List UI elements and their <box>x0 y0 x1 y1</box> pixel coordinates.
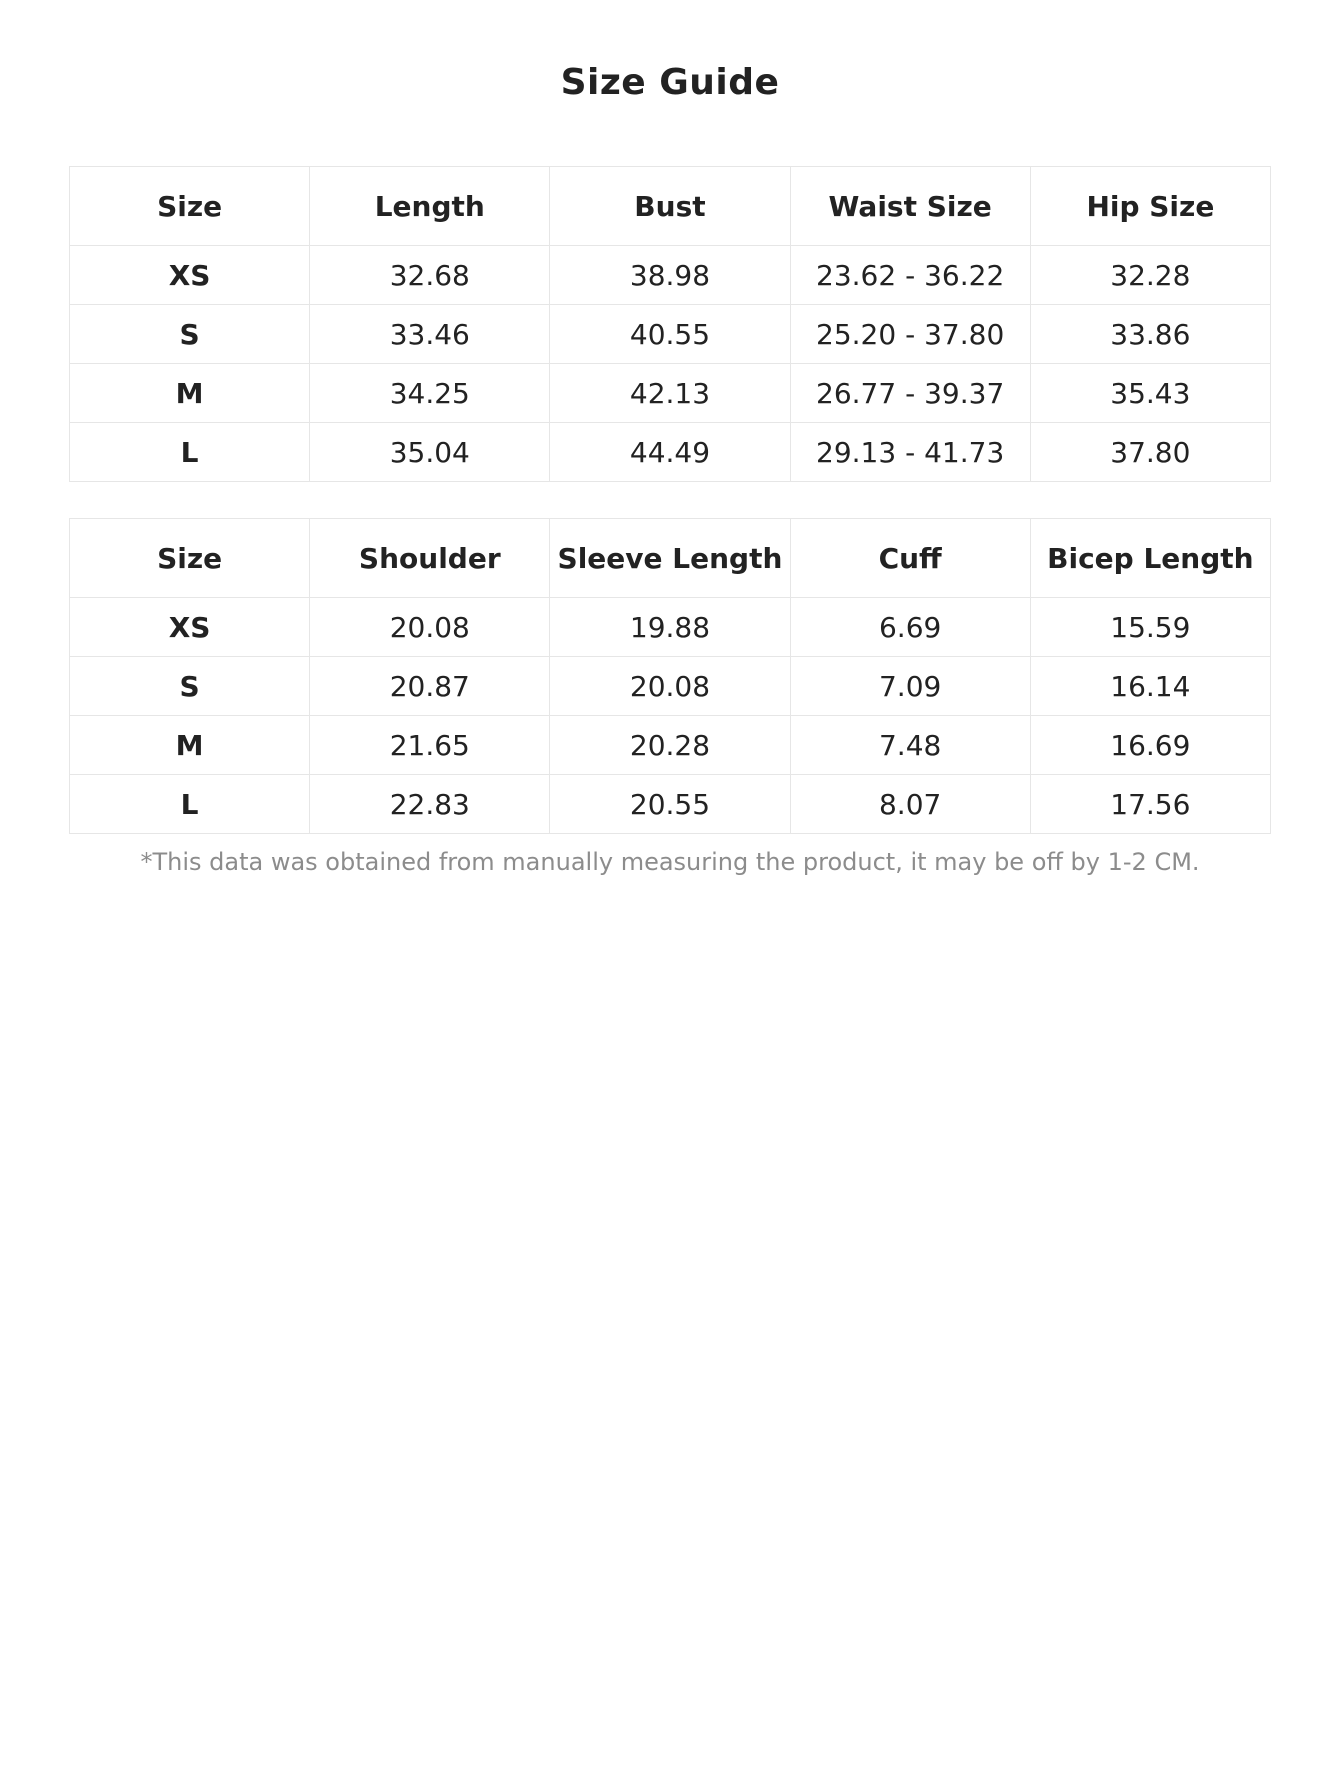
waist-size-value: 23.62 - 36.22 <box>790 246 1030 305</box>
size-label: S <box>70 657 310 716</box>
shoulder-value: 22.83 <box>310 775 550 834</box>
size-label: XS <box>70 246 310 305</box>
measurement-disclaimer: *This data was obtained from manually measuring the product, it may be off by 1-2 CM. <box>140 848 1200 876</box>
bicep-length-value: 16.69 <box>1030 716 1270 775</box>
bicep-length-value: 16.14 <box>1030 657 1270 716</box>
shoulder-value: 20.87 <box>310 657 550 716</box>
column-header-waist-size: Waist Size <box>790 167 1030 246</box>
bust-value: 40.55 <box>550 305 790 364</box>
page-title: Size Guide <box>560 62 780 103</box>
hip-size-value: 32.28 <box>1030 246 1270 305</box>
cuff-value: 7.09 <box>790 657 1030 716</box>
table-header-row <box>70 167 1271 246</box>
column-header-size: Size <box>70 519 310 598</box>
table-row <box>70 716 1271 775</box>
table-row <box>70 423 1271 482</box>
shoulder-value: 21.65 <box>310 716 550 775</box>
table-row <box>70 598 1271 657</box>
bust-value: 38.98 <box>550 246 790 305</box>
shoulder-value: 20.08 <box>310 598 550 657</box>
table-row <box>70 305 1271 364</box>
sleeve-length-value: 20.55 <box>550 775 790 834</box>
column-header-sleeve-length: Sleeve Length <box>550 519 790 598</box>
cuff-value: 8.07 <box>790 775 1030 834</box>
bust-value: 44.49 <box>550 423 790 482</box>
column-header-length: Length <box>310 167 550 246</box>
size-label: L <box>70 775 310 834</box>
size-label: S <box>70 305 310 364</box>
cuff-value: 7.48 <box>790 716 1030 775</box>
waist-size-value: 26.77 - 39.37 <box>790 364 1030 423</box>
column-header-bust: Bust <box>550 167 790 246</box>
sleeve-length-value: 19.88 <box>550 598 790 657</box>
table-header-row <box>70 519 1271 598</box>
hip-size-value: 37.80 <box>1030 423 1270 482</box>
table-row <box>70 775 1271 834</box>
table-row <box>70 246 1271 305</box>
waist-size-value: 29.13 - 41.73 <box>790 423 1030 482</box>
sleeve-length-value: 20.08 <box>550 657 790 716</box>
size-label: M <box>70 364 310 423</box>
cuff-value: 6.69 <box>790 598 1030 657</box>
column-header-cuff: Cuff <box>790 519 1030 598</box>
table-row <box>70 657 1271 716</box>
hip-size-value: 35.43 <box>1030 364 1270 423</box>
size-label: XS <box>70 598 310 657</box>
length-value: 34.25 <box>310 364 550 423</box>
size-label: L <box>70 423 310 482</box>
sleeve-length-value: 20.28 <box>550 716 790 775</box>
bicep-length-value: 15.59 <box>1030 598 1270 657</box>
column-header-size: Size <box>70 167 310 246</box>
bicep-length-value: 17.56 <box>1030 775 1270 834</box>
column-header-shoulder: Shoulder <box>310 519 550 598</box>
column-header-bicep-length: Bicep Length <box>1030 519 1270 598</box>
length-value: 32.68 <box>310 246 550 305</box>
table-row <box>70 364 1271 423</box>
hip-size-value: 33.86 <box>1030 305 1270 364</box>
size-label: M <box>70 716 310 775</box>
length-value: 35.04 <box>310 423 550 482</box>
sleeve-measurements-table <box>69 518 1271 834</box>
length-value: 33.46 <box>310 305 550 364</box>
body-measurements-table <box>69 166 1271 482</box>
bust-value: 42.13 <box>550 364 790 423</box>
waist-size-value: 25.20 - 37.80 <box>790 305 1030 364</box>
column-header-hip-size: Hip Size <box>1030 167 1270 246</box>
